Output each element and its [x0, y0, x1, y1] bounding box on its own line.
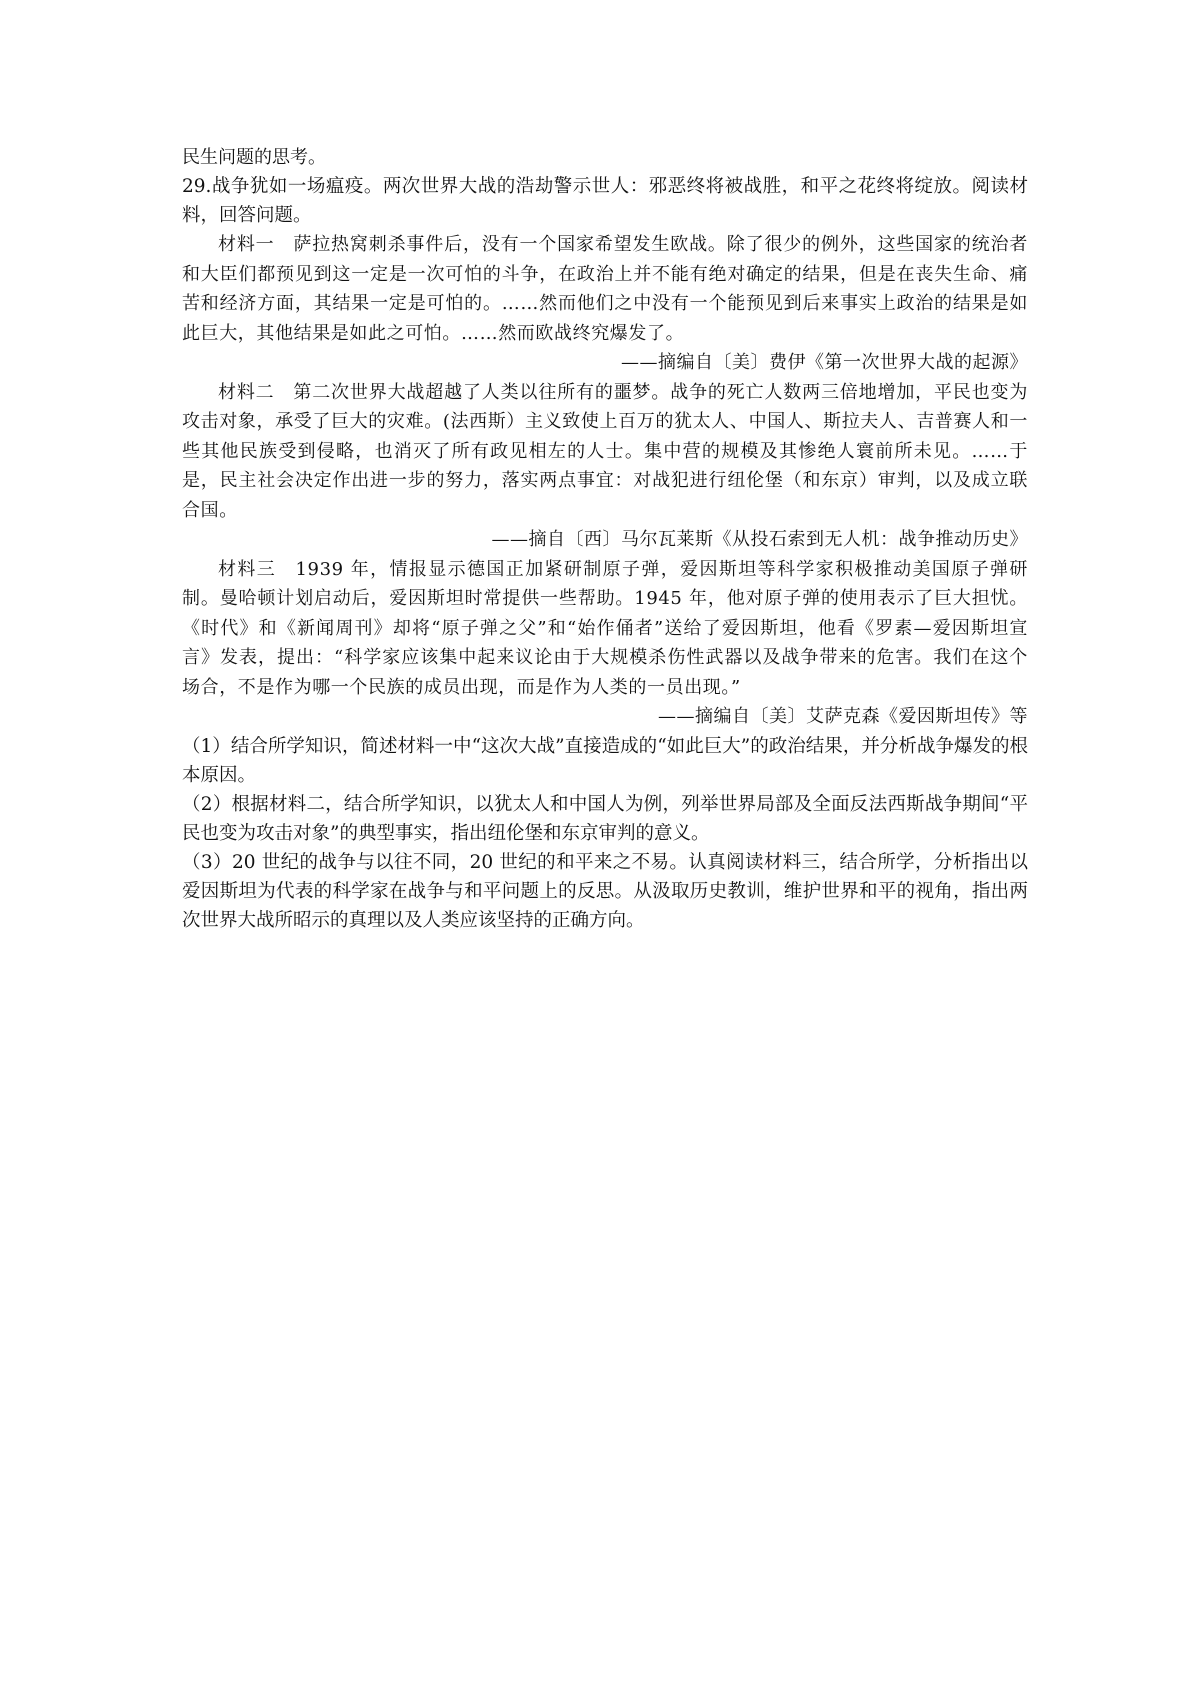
subquestion-list: [182, 732, 1028, 935]
subquestion-2: （2）根据材料二，结合所学知识，以犹太人和中国人为例，列举世界局部及全面反法西斯战争期间“平民也变为攻击对象”的典型事实，指出纽伦堡和东京审判的意义。: [182, 793, 1028, 844]
material-block-1: [182, 230, 1028, 378]
subquestion-1: （1）结合所学知识，简述材料一中“这次大战”直接造成的“如此巨大”的政治结果，并分析战争爆发的根本原因。: [182, 735, 1028, 786]
question-stem: 29.战争犹如一场瘟疫。两次世界大战的浩劫警示世人：邪恶终将被战胜，和平之花终将绽放。阅读材料，回答问题。: [182, 176, 1028, 226]
material-source: ——摘编自〔美〕费伊《第一次世界大战的起源》: [621, 352, 1028, 373]
subquestion-3: （3）20 世纪的战争与以往不同，20 世纪的和平来之不易。认真阅读材料三，结合所学，分析指出以爱因斯坦为代表的科学家在战争与和平问题上的反思。从汲取历史教训，维护世界和平的视角，指出两次世界大战所昭示的真理以及人类应该坚持的正确方向。: [182, 851, 1028, 931]
material-source: ——摘编自〔美〕艾萨克森《爱因斯坦传》等: [658, 706, 1028, 727]
previous-question-tail: 民生问题的思考。: [182, 147, 326, 168]
material-text: 材料二 第二次世界大战超越了人类以往所有的噩梦。战争的死亡人数两三倍地增加，平民也变为攻击对象，承受了巨大的灾难。(法西斯）主义致使上百万的犹太人、中国人、斯拉夫人、吉普赛人和一些其他民族受到侵略，也消灭了所有政见相左的人士。集中营的规模及其惨绝人寰前所未见。……于是，民主社会决定作出进一步的努力，落实两点事宜：对战犯进行纽伦堡（和东京）审判，以及成立联合国。: [182, 381, 1028, 521]
material-source: ——摘自〔西〕马尔瓦莱斯《从投石索到无人机：战争推动历史》: [491, 529, 1028, 550]
material-text: 材料三 1939 年，情报显示德国正加紧研制原子弹，爱因斯坦等科学家积极推动美国原子弹研制。曼哈顿计划启动后，爱因斯坦时常提供一些帮助。1945 年，他对原子弹的使用表示了巨大担忧。《时代》和《新闻周刊》却将“原子弹之父”和“始作俑者”送给了爱因斯坦，他看《罗素—爱因斯坦宣言》发表，提出：“科学家应该集中起来议论由于大规模杀伤性武器以及战争带来的危害。我们在这个场合，不是作为哪一个民族的成员出现，而是作为人类的一员出现。”: [182, 558, 1028, 698]
material-block-3: [182, 555, 1028, 732]
material-block-2: [182, 378, 1028, 555]
material-text: 材料一 萨拉热窝刺杀事件后，没有一个国家希望发生欧战。除了很少的例外，这些国家的统治者和大臣们都预见到这一定是一次可怕的斗争，在政治上并不能有绝对确定的结果，但是在丧失生命、痛苦和经济方面，其结果一定是可怕的。……然而他们之中没有一个能预见到后来事实上政治的结果是如此巨大，其他结果是如此之可怕。……然而欧战终究爆发了。: [182, 234, 1028, 344]
exam-content: [182, 144, 1028, 935]
